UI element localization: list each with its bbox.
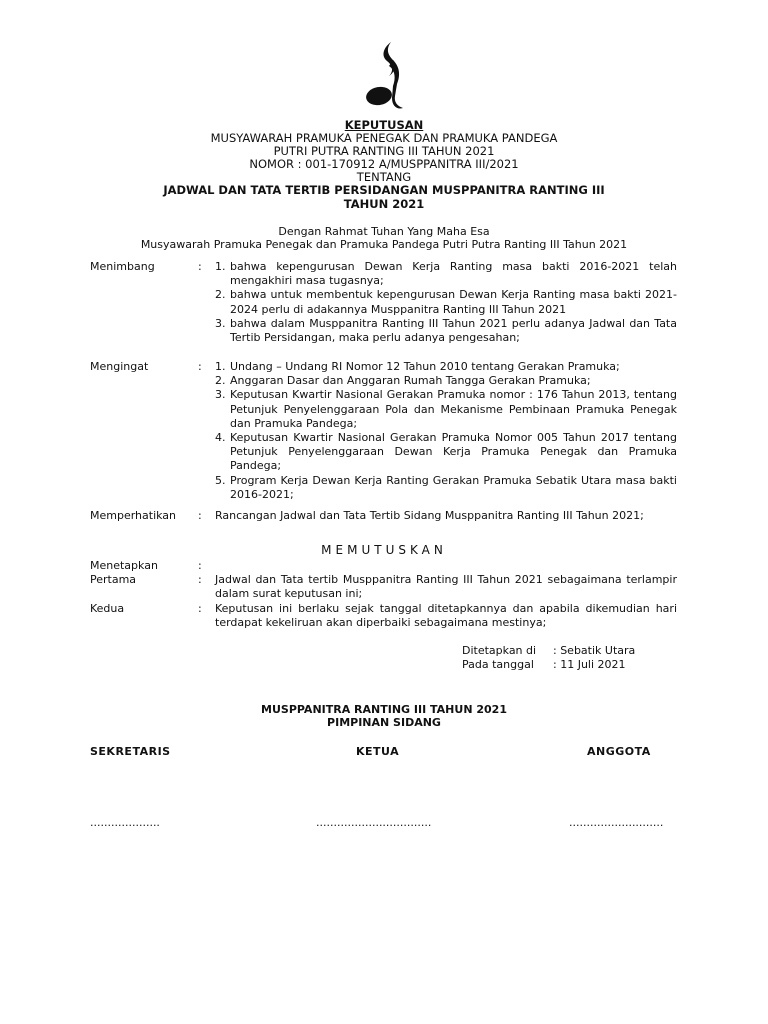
memperhatikan-label: Memperhatikan (90, 509, 177, 522)
document-title: KEPUTUSAN (344, 118, 424, 132)
signature-line-ketua: ................................. (316, 816, 432, 829)
anggota-label: ANGGOTA (587, 745, 651, 758)
pertama-label: Pertama (90, 573, 137, 586)
header-tentang: TENTANG (356, 170, 412, 184)
header-number: NOMOR : 001-170912 A/MUSPPANITRA III/2021 (249, 157, 519, 171)
ditetapkan-place-value: : Sebatik Utara (553, 644, 636, 657)
menimbang-list (215, 260, 677, 345)
memutuskan-heading: MEMUTUSKAN (321, 543, 447, 557)
colon: : (198, 559, 202, 572)
list-item: 3. Keputusan Kwartir Nasional Gerakan Pramuka nomor : 176 Tahun 2013, tentang Petunjuk Penyelenggaraan Pola dan Mekanisme Pembinaan Pramuka Penegak dan Pramuka Pandega; (215, 388, 677, 430)
preamble-line-2: Musyawarah Pramuka Penegak dan Pramuka Pandega Putri Putra Ranting III Tahun 2021 (140, 238, 628, 251)
ditetapkan-place-label: Ditetapkan di (462, 644, 537, 657)
list-item: 5. Program Kerja Dewan Kerja Ranting Gerakan Pramuka Sebatik Utara masa bakti 2016-2021; (215, 473, 677, 501)
mengingat-label: Mengingat (90, 360, 149, 373)
header-line-2: PUTRI PUTRA RANTING III TAHUN 2021 (273, 144, 495, 158)
colon: : (198, 360, 202, 373)
sekretaris-label: SEKRETARIS (90, 745, 171, 758)
signature-org: MUSPPANITRA RANTING III TAHUN 2021 (261, 703, 507, 716)
ketua-label: KETUA (356, 745, 400, 758)
subject-line-2: TAHUN 2021 (343, 197, 425, 211)
kedua-text: Keputusan ini berlaku sejak tanggal ditetapkannya dan apabila dikemudian hari terdapat kekeliruan akan diperbaiki sebagaimana mestinya; (215, 602, 677, 630)
tunas-kelapa-scout-logo-icon (359, 40, 409, 112)
menimbang-label: Menimbang (90, 260, 155, 273)
list-item: 2. bahwa untuk membentuk kepengurusan Dewan Kerja Ranting masa bakti 2021-2024 perlu di adakannya Musppanitra Ranting III Tahun 2021 (215, 288, 677, 316)
signature-line-anggota: ........................... (569, 816, 664, 829)
memperhatikan-text: Rancangan Jadwal dan Tata Tertib Sidang Musppanitra Ranting III Tahun 2021; (215, 509, 644, 522)
colon: : (198, 509, 202, 522)
ditetapkan-date-label: Pada tanggal (462, 658, 534, 671)
list-item: 1. bahwa kepengurusan Dewan Kerja Ranting masa bakti 2016-2021 telah mengakhiri masa tugasnya; (215, 260, 677, 288)
list-item: 4. Keputusan Kwartir Nasional Gerakan Pramuka Nomor 005 Tahun 2017 tentang Petunjuk Penyelenggaraan Dewan Kerja Pramuka Penegak dan Pramuka Pandega; (215, 431, 677, 473)
kedua-label: Kedua (90, 602, 125, 615)
colon: : (198, 573, 202, 586)
list-item: 3. bahwa dalam Musppanitra Ranting III Tahun 2021 perlu adanya Jadwal dan Tata Tertib Persidangan, maka perlu adanya pengesahan; (215, 316, 677, 345)
preamble-line-1: Dengan Rahmat Tuhan Yang Maha Esa (278, 225, 490, 238)
mengingat-list (215, 360, 677, 502)
list-item: 1. Undang – Undang RI Nomor 12 Tahun 2010 tentang Gerakan Pramuka; (215, 360, 620, 373)
colon: : (198, 602, 202, 615)
subject-line-1: JADWAL DAN TATA TERTIB PERSIDANGAN MUSPPANITRA RANTING III (163, 183, 605, 197)
colon: : (198, 260, 202, 273)
menetapkan-label: Menetapkan (90, 559, 158, 572)
signature-role: PIMPINAN SIDANG (327, 716, 441, 729)
header-line-1: MUSYAWARAH PRAMUKA PENEGAK DAN PRAMUKA PANDEGA (210, 131, 558, 145)
ditetapkan-date-value: : 11 Juli 2021 (553, 658, 626, 671)
signature-line-sekretaris: .................... (90, 816, 160, 829)
list-item: 2. Anggaran Dasar dan Anggaran Rumah Tangga Gerakan Pramuka; (215, 374, 591, 388)
pertama-text: Jadwal dan Tata tertib Musppanitra Ranting III Tahun 2021 sebagaimana terlampir dalam surat keputusan ini; (215, 573, 677, 601)
